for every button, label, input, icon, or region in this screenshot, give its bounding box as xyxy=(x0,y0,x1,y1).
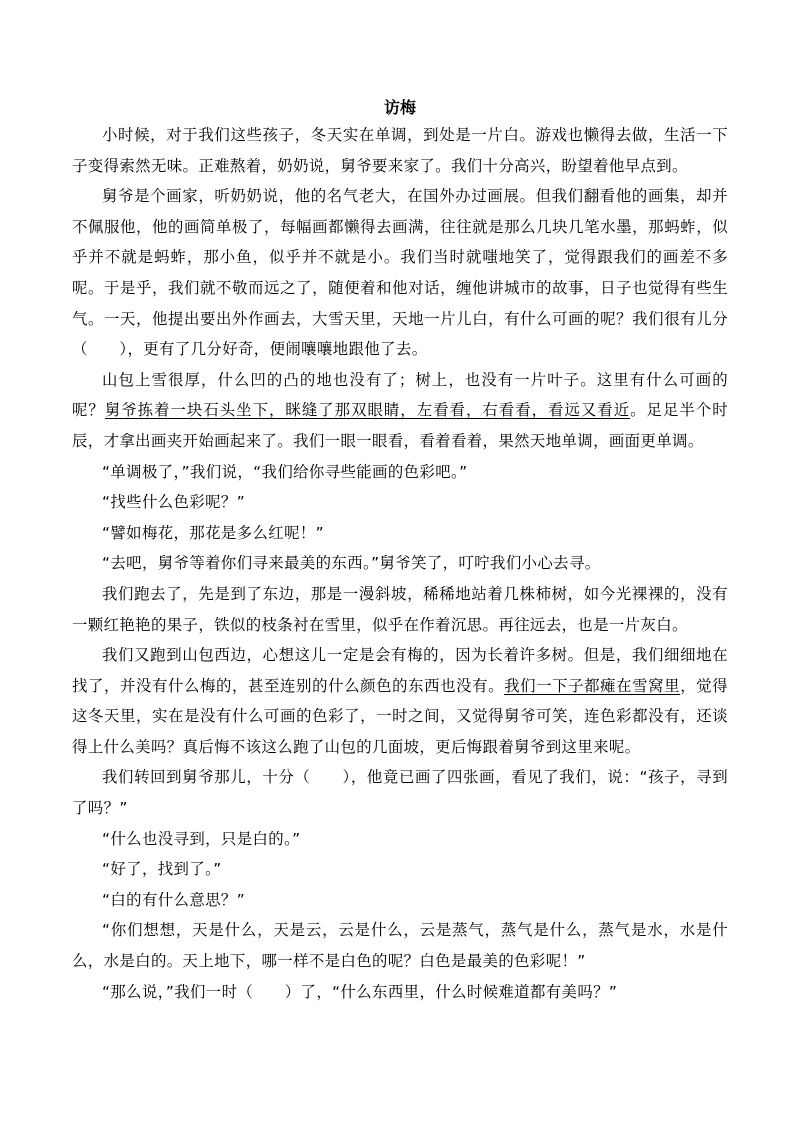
dialogue-line-1: “单调极了，”我们说，“我们给你寻些能画的色彩吧。” xyxy=(102,462,468,481)
paragraph-1: 小时候，对于我们这些孩子，冬天实在单调，到处是一片白。游戏也懒得去做，生活一下子变得索然无味。正难熬着，奶奶说，舅爷要来家了。我们十分高兴，盼望着他早点到。 xyxy=(72,126,728,175)
paragraph-3-text-after: 。足足半个时辰，才拿出画夹开始画起来了。我们一眼一眼看，看着看着，果然天地单调，画面更单调。 xyxy=(72,401,728,450)
dialogue-line-2: “找些什么色彩呢？” xyxy=(102,493,246,512)
document-page xyxy=(72,96,728,1007)
paragraph-west-text-after: ，觉得这冬天里，实在是没有什么可画的色彩了，一时之间，又觉得舅爷可笑，连色彩都没有，还谈得上什么美吗？真后悔不该这么跑了山包的几面坡，更后悔跟着舅爷到这里来呢。 xyxy=(72,676,729,756)
dialogue-line-5: “什么也没寻到，只是白的。” xyxy=(102,829,301,848)
dialogue-line-8: “你们想想，天是什么，天是云，云是什么，云是蒸气，蒸气是什么，蒸气是水，水是什么，水是白的。天上地下，哪一样不是白色的呢？白色是最美的色彩呢！” xyxy=(72,921,728,971)
document-title: 访梅 xyxy=(383,98,416,117)
underlined-sentence-1: 舅爷拣着一块石头坐下，眯缝了那双眼睛，左看看，右看看，看远又看近 xyxy=(104,401,631,420)
dialogue-line-4: “去吧，舅爷等着你们寻来最美的东西。”舅爷笑了，叮咛我们小心去寻。 xyxy=(102,554,601,573)
underlined-sentence-2: 我们一下子都瘫在雪窝里 xyxy=(504,676,681,695)
paragraph-east-slope: 我们跑去了，先是到了东边，那是一漫斜坡，稀稀地站着几株柿树，如今光裸裸的，没有一颗红艳艳的果子，铁似的枝条衬在雪里，似乎在作着沉思。再往远去，也是一片灰白。 xyxy=(72,584,728,634)
paragraph-3-text-before: 山包上雪很厚，什么凹的凸的地也没有了；树上，也没有一片叶子。这里有什么可画的呢？ xyxy=(72,370,728,420)
dialogue-line-7: “白的有什么意思？” xyxy=(102,890,246,909)
paragraph-3 xyxy=(72,365,728,457)
paragraph-2: 舅爷是个画家，听奶奶说，他的名气老大，在国外办过画展。但我们翻看他的画集，却并不佩服他，他的画简单极了，每幅画都懒得去画满，往往就是那么几块几笔水墨，那蚂蚱，似乎并不就是蚂蚱，那小鱼，似乎并不就是小。我们当时就嗤地笑了，觉得跟我们的画差不多呢。于是乎，我们就不敬而远之了，随便着和他对话，缠他讲城市的故事，日子也觉得有些生气。一天，他提出要出外作画去，大雪天里，天地一片儿白，有什么可画的呢？我们很有儿分（ ），更有了几分好奇，便闹嚷嚷地跟他了去。 xyxy=(72,187,728,359)
paragraph-west-slope xyxy=(72,640,728,762)
paragraph-west-text-before: 我们又跑到山包西边，心想这儿一定是会有梅的，因为长着许多树。但是，我们细细地在找了，并没有什么梅的，甚至连别的什么颜色的东西也没有。 xyxy=(72,646,728,695)
dialogue-line-9: “那么说，”我们一时（ ）了，“什么东西里，什么时候难道都有美吗？” xyxy=(102,982,618,1001)
paragraph-return: 我们转回到舅爷那儿，十分（ ），他竟已画了四张画，看见了我们，说：“孩子，寻到了吗？” xyxy=(72,768,728,818)
dialogue-line-6: “好了，找到了。” xyxy=(102,860,222,879)
dialogue-line-3: “譬如梅花，那花是多么红呢！” xyxy=(102,523,325,542)
